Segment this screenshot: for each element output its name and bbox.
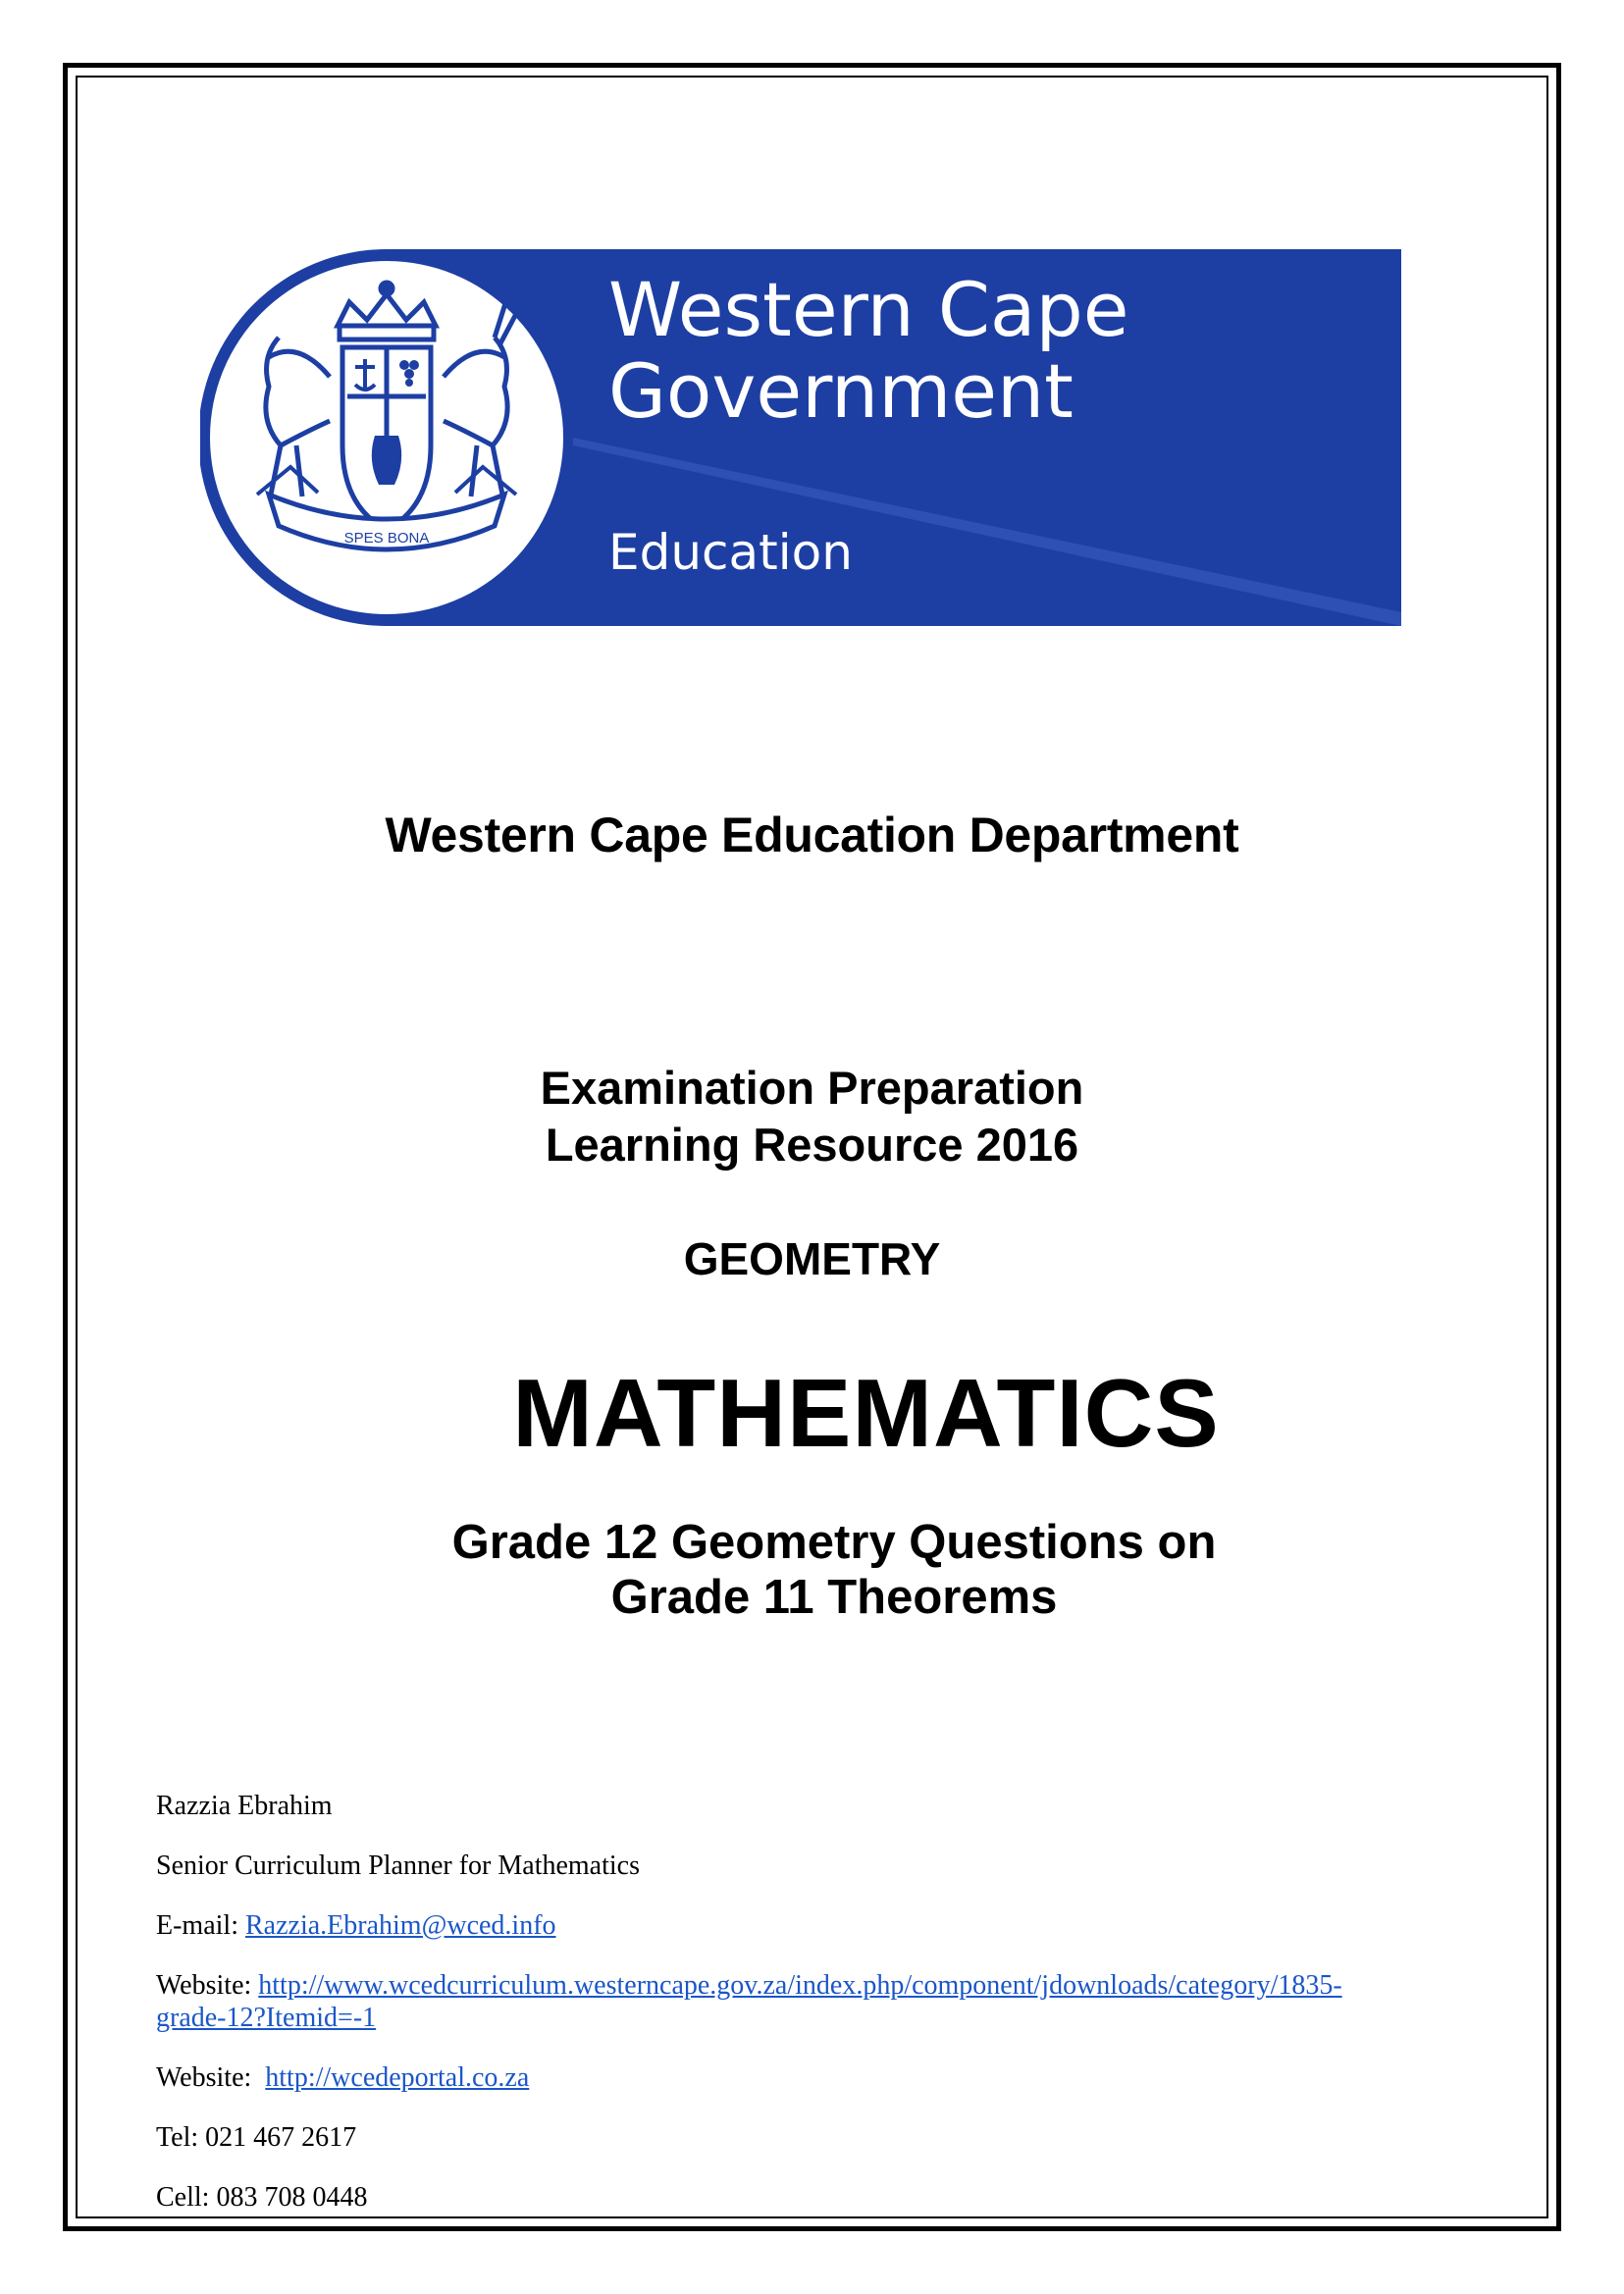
website-link-1[interactable] xyxy=(156,1970,1342,2033)
website2-label: Website: xyxy=(156,2062,266,2093)
subtitle xyxy=(0,1515,1624,1625)
topic-heading: GEOMETRY xyxy=(683,1233,941,1284)
resource-title-line2: Learning Resource 2016 xyxy=(545,1119,1079,1171)
email-label: E-mail: xyxy=(156,1910,245,1941)
logo-org-line2: Government xyxy=(608,347,1074,435)
contact-email-line xyxy=(156,1909,1471,1942)
logo-org-line1: Western Cape xyxy=(608,266,1129,353)
department-heading: Western Cape Education Department xyxy=(385,808,1239,862)
contact-block xyxy=(156,1790,1471,2241)
website-label: Website: xyxy=(156,1970,259,2001)
contact-name: Razzia Ebrahim xyxy=(156,1791,333,1821)
contact-website2-line xyxy=(156,2061,1471,2094)
website-link-1-part2: grade-12?Itemid=-1 xyxy=(156,2003,377,2033)
subtitle-line2: Grade 11 Theorems xyxy=(610,1571,1058,1624)
subject-heading: MATHEMATICS xyxy=(512,1359,1220,1467)
resource-title-line1: Examination Preparation xyxy=(540,1062,1084,1114)
western-cape-government-logo xyxy=(200,249,1401,626)
subtitle-line1: Grade 12 Geometry Questions on xyxy=(451,1516,1217,1569)
contact-website-line xyxy=(156,1969,1471,2034)
contact-role: Senior Curriculum Planner for Mathematics xyxy=(156,1851,640,1881)
contact-tel: Tel: 021 467 2617 xyxy=(156,2122,357,2153)
website-link-1-part1: http://www.wcedcurriculum.westerncape.gov.za/index.php/component/jdownloads/category/1835- xyxy=(258,1970,1342,2001)
logo-division: Education xyxy=(608,524,853,581)
resource-title xyxy=(0,1060,1624,1173)
logo-motto: SPES BONA xyxy=(343,530,430,547)
contact-cell: Cell: 083 708 0448 xyxy=(156,2182,368,2213)
email-link[interactable]: Razzia.Ebrahim@wced.info xyxy=(244,1910,556,1941)
website-link-2[interactable]: http://wcedeportal.co.za xyxy=(265,2062,530,2093)
